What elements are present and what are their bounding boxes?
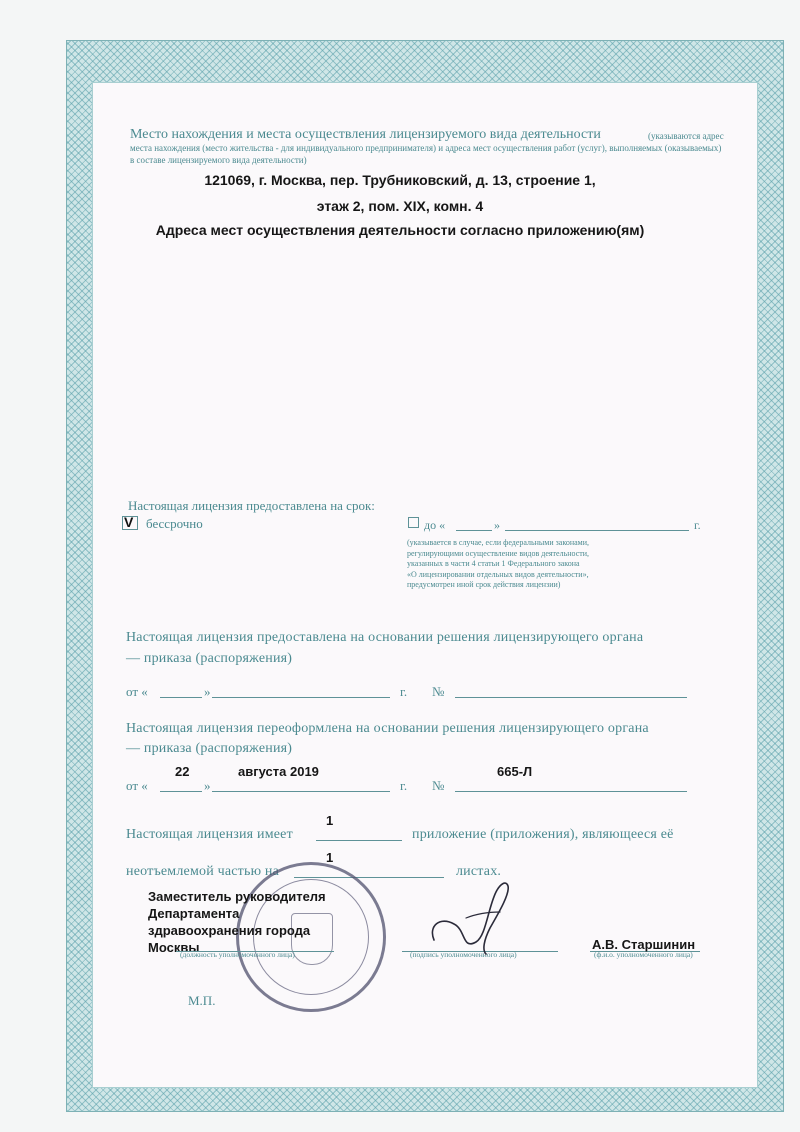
until-day-line (456, 530, 492, 531)
reissue-from-mid: » (204, 778, 211, 793)
reissue-line-1: Настоящая лицензия переоформлена на основании решения лицензирующего органа (126, 721, 649, 736)
basis-month-line (212, 697, 390, 698)
position-caption: (должность уполномоченного лица) (180, 950, 295, 959)
checkbox-mark: V (124, 514, 134, 530)
reissue-month-line (212, 791, 390, 792)
name-caption: (ф.и.о. уполномоченного лица) (594, 950, 693, 959)
basis-number-sign: № (432, 684, 445, 699)
signatory-position (148, 888, 326, 956)
until-prefix: до « (424, 518, 446, 532)
address-line-2: этаж 2, пом. XIX, комн. 4 (316, 198, 484, 214)
signatory-position-line: Департамента (148, 906, 240, 921)
term-note-line: (указывается в случае, если федеральными законами, (407, 538, 590, 547)
basis-year-suffix: г. (400, 684, 408, 699)
term-label: Настоящая лицензия предоставлена на срок: (128, 498, 375, 513)
signatory-name: А.В. Старшинин (592, 937, 696, 952)
appendix-count-line (316, 840, 402, 841)
address-line-1: 121069, г. Москва, пер. Трубниковский, д. 13, строение 1, (204, 172, 596, 188)
reissue-number-sign: № (432, 778, 445, 793)
indefinite-label: бессрочно (146, 516, 203, 531)
term-note-line: указанных в части 4 статьи 1 Федерального закона (407, 559, 580, 568)
location-heading-text: Место нахождения и места осуществления лицензируемого вида деятельности (130, 127, 601, 142)
reissue-line-2: — приказа (распоряжения) (126, 741, 293, 756)
reissue-number-line (455, 791, 687, 792)
signatory-position-line: Заместитель руководителя (148, 889, 326, 904)
addresses-note: Адреса мест осуществления деятельности согласно приложению(ям) (155, 222, 645, 238)
reissue-month-year: августа 2019 (238, 764, 319, 779)
seal-label: М.П. (188, 993, 216, 1008)
term-note-line: регулирующими осуществление видов деятельности, (407, 548, 590, 558)
location-note-line2: места нахождения (место жительства - для индивидуального предпринимателя) и адреса мест осуществления работ (услуг), выполняемых (оказываемых) (130, 143, 722, 153)
basis-day-line (160, 697, 202, 698)
reissue-day: 22 (175, 764, 190, 779)
signatory-position-line: здравоохранения города (148, 923, 311, 938)
reissue-year-suffix: г. (400, 778, 408, 793)
appendix-line-2a: неотъемлемой частью на (126, 864, 280, 879)
until-year-suffix: г. (694, 518, 701, 532)
term-note (407, 538, 589, 591)
signatory-position-line: Москвы (148, 940, 200, 955)
appendix-line-2b: листах. (456, 864, 502, 879)
reissue-from-prefix: от « (126, 778, 148, 793)
basis-line-1: Настоящая лицензия предоставлена на основании решения лицензирующего органа (126, 630, 644, 645)
basis-number-line (455, 697, 687, 698)
location-note-line3: в составе лицензируемого вида деятельности) (130, 155, 307, 165)
appendix-count: 1 (326, 813, 334, 828)
signature-caption: (подпись уполномоченного лица) (410, 950, 517, 959)
term-note-line: «О лицензировании отдельных видов деятельности», (407, 569, 589, 579)
reissue-day-line (160, 791, 202, 792)
basis-from-mid: » (204, 684, 211, 699)
reissue-number: 665-Л (497, 764, 533, 779)
until-checkbox[interactable] (408, 517, 419, 528)
location-note-inline: (указываются адрес (648, 131, 724, 141)
until-month-line (505, 530, 689, 531)
handwritten-signature (426, 878, 526, 956)
location-heading (130, 127, 650, 143)
indefinite-checkbox[interactable] (122, 516, 138, 530)
basis-from-prefix: от « (126, 684, 148, 699)
appendix-sheets: 1 (326, 850, 334, 865)
appendix-line-1b: приложение (приложения), являющееся её (412, 827, 674, 842)
until-mid: » (494, 518, 500, 532)
basis-line-2: — приказа (распоряжения) (126, 651, 293, 666)
appendix-line-1a: Настоящая лицензия имеет (126, 827, 293, 842)
term-note-line: предусмотрен иной срок действия лицензии) (407, 580, 561, 589)
